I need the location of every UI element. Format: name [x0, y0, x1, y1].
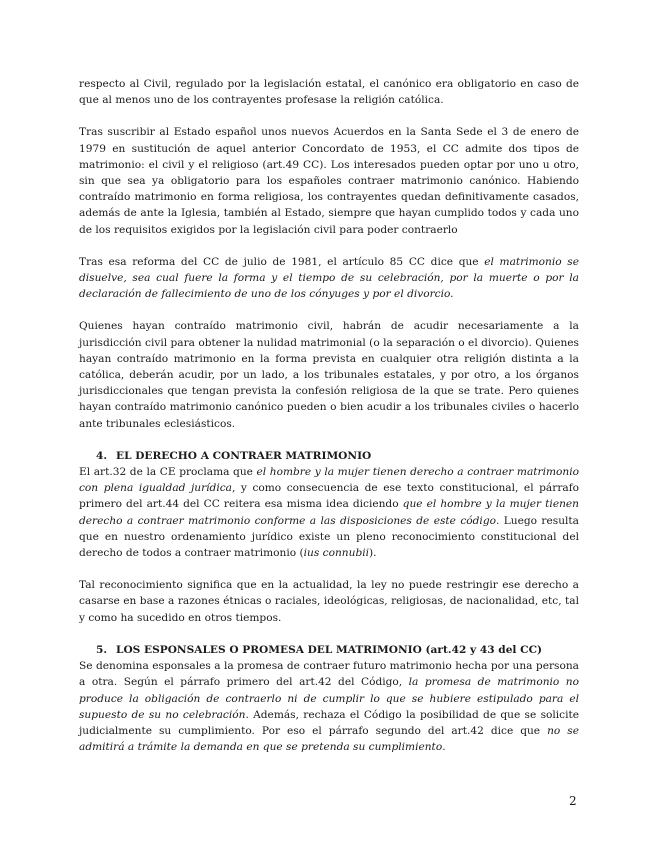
- paragraph-7: [79, 658, 579, 755]
- paragraph-7-quote-2: no se admitirá a trámite la demanda en que se pretenda su cumplimiento: [79, 724, 579, 754]
- paragraph-5-text-b: , y como consecuencia de ese texto constitucional, el párrafo primero del art.44 del CC reitera esa misma idea diciendo: [79, 482, 579, 511]
- section-5-heading: [79, 642, 579, 658]
- paragraph-3-quote: el matrimonio se disuelve, sea cual fuere la forma y el tiempo de su celebración, por la muerte o por la declaración de fallecimiento de uno de los cónyuges y por el divorcio.: [79, 255, 579, 301]
- section-4-title: EL DERECHO A CONTRAER MATRIMONIO: [116, 449, 372, 462]
- paragraph-5: [79, 464, 579, 561]
- paragraph-7-text-b: . Además, rechaza el Código la posibilidad de que se solicite judicialmente su cumplimiento. Por eso el párrafo segundo del art.42 dice que: [79, 708, 580, 737]
- section-4-heading: [79, 448, 579, 464]
- paragraph-5-quote-2: que el hombre y la mujer tienen derecho a contraer matrimonio conforme a las disposiciones de este código: [79, 498, 579, 527]
- paragraph-5-text-d: ).: [369, 547, 377, 560]
- section-4-number: 4.: [96, 449, 108, 462]
- section-5-title: LOS ESPONSALES O PROMESA DEL MATRIMONIO (art.42 y 43 del CC): [116, 643, 543, 656]
- paragraph-5-quote-1: el hombre y la mujer tienen derecho a contraer matrimonio con plena igualdad jurídica: [79, 466, 579, 495]
- paragraph-5-text-a: El art.32 de la CE proclama que: [79, 466, 257, 479]
- paragraph-5-quote-3: ius connubii: [303, 547, 370, 560]
- page-number: 2: [569, 794, 577, 808]
- paragraph-7-text-c: .: [442, 741, 446, 754]
- paragraph-7-quote-1: la promesa de matrimonio no produce la obligación de contraerlo ni de cumplir lo que se hubiere estipulado para el supuesto de su no celebración: [79, 676, 579, 721]
- section-5-number: 5.: [96, 643, 108, 656]
- paragraph-2: Tras suscribir al Estado español unos nuevos Acuerdos en la Santa Sede el 3 de enero de 1979 en sustitución de aquel anterior Concordato de 1953, el CC admite dos tipos de matrimonio: el civil y el religioso (art.49 CC). Los interesados pueden optar por uno u otro, sin que sea ya obligatorio para los españoles contraer matrimonio canónico. Habiendo contraído matrimonio en forma religiosa, los contrayentes quedan definitivamente casados, además de ante la Iglesia, también al Estado, siempre que hayan cumplido todos y cada uno de los requisitos exigidos por la legislación civil para poder contraerlo: [79, 126, 579, 236]
- paragraph-6: Tal reconocimiento significa que en la actualidad, la ley no puede restringir ese derecho a casarse en base a razones étnicas o raciales, ideológicas, religiosas, de nacionalidad, etc, tal y como ha sucedido en otros tiempos.: [79, 579, 579, 624]
- paragraph-7-text-a: Se denomina esponsales a la promesa de contraer futuro matrimonio hecha por una persona a otra. Según el párrafo primero del art.42 del Código,: [79, 660, 579, 689]
- paragraph-5-text-c: . Luego resulta que en nuestro ordenamiento jurídico existe un pleno reconocimiento constitucional del derecho de todos a contraer matrimonio (: [79, 514, 579, 560]
- paragraph-3-text: Tras esa reforma del CC de julio de 1981, el artículo 85 CC dice que: [79, 255, 485, 268]
- paragraph-3: [79, 254, 579, 303]
- paragraph-1: respecto al Civil, regulado por la legislación estatal, el canónico era obligatorio en caso de que al menos uno de los contrayentes profesase la religión católica.: [79, 78, 579, 107]
- document-body: [79, 76, 579, 771]
- paragraph-4: Quienes hayan contraído matrimonio civil, habrán de acudir necesariamente a la jurisdicción civil para obtener la nulidad matrimonial (o la separación o el divorcio). Quienes hayan contraído matrimonio en la forma prevista en cualquier otra religión distinta a la católica, deberán acudir, por un lado, a los tribunales estatales, y por otro, a los órganos jurisdiccionales que tengan prevista la confesión religiosa de la que se trate. Pero quienes hayan contraído matrimonio canónico pueden o bien acudir a los tribunales civiles o hacerlo ante tribunales eclesiásticos.: [79, 320, 579, 430]
